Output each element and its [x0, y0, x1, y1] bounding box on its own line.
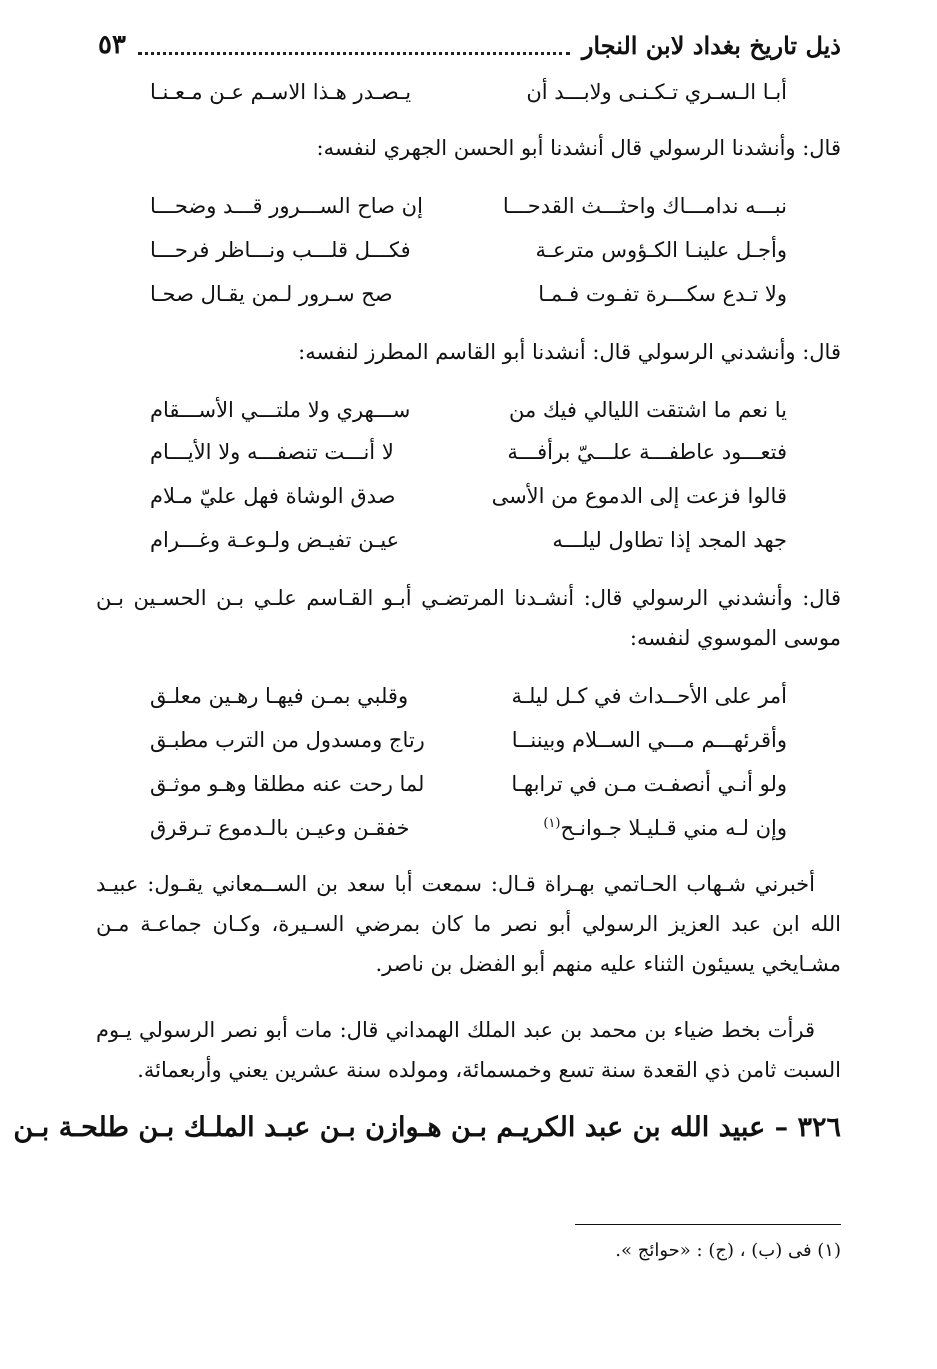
verse-second-hemistich: رتاج ومسدول من الترب مطبـق — [150, 728, 425, 752]
verse-second-hemistich: فكـــل قلـــب ونـــاظر فرحـــا — [150, 238, 411, 262]
verse-line — [150, 274, 787, 314]
verse-second-hemistich: صح سـرور لـمن يقـال صحـا — [150, 282, 393, 306]
verse-first-hemistich: جهد المجد إذا تطاول ليلـــه — [552, 528, 787, 552]
verse-second-hemistich: خفقـن وعيـن بالـدموع تـرقرق — [150, 816, 410, 840]
verse-second-hemistich: إن صاح الســـرور قـــد وضحـــا — [150, 194, 423, 218]
verse-line — [150, 476, 787, 516]
verse-second-hemistich: عيـن تفيـض ولـوعـة وغـــرام — [150, 528, 400, 552]
verse-line — [150, 390, 787, 430]
verse-second-hemistich: ســـهري ولا ملتـــي الأســـقام — [150, 398, 411, 422]
section-intro: قال: وأنشدنا الرسولي قال أنشدنا أبو الحسن الجهري لنفسه: — [316, 136, 841, 160]
verse-first-hemistich — [543, 816, 787, 840]
verse-second-hemistich: يـصـدر هـذا الاسـم عـن مـعـنـا — [150, 80, 412, 104]
verse-first-hemistich: ولو أنـي أنصفـت مـن في ترابهـا — [511, 772, 787, 796]
entry-heading: ٣٢٦ – عبيد الله بن عبد الكريـم بـن هـوازن بـن عبـد الملـك بـن طلحـة بـن — [13, 1112, 841, 1143]
verse-first-hemistich: أبـا الـسـري تـكـنـى ولابـــد أن — [526, 80, 787, 104]
footnote-marker[interactable]: (١) — [543, 816, 561, 831]
verse-first-hemistich: أمر على الأحــداث في كـل ليلـة — [511, 684, 787, 708]
verse-line — [150, 808, 787, 848]
narration-paragraph: قرأت بخط ضياء بن محمد بن عبد الملك الهمداني قال: مات أبو نصر الرسولي يـوم السبت ثامن ذي القعدة سنة تسع وخمسمائة، ومولده سنة عشرين يعني وأربعمائة. — [96, 1018, 841, 1082]
footnote: (١) فى (ب) ، (ج) : «حوائج ». — [615, 1240, 841, 1261]
verse-line — [150, 720, 787, 760]
verse-line — [150, 520, 787, 560]
verse-line — [150, 432, 787, 472]
verse-first-hemistich: فتعـــود عاطفـــة علـــيّ برأفـــة — [507, 440, 787, 464]
verse-second-hemistich: لما رحت عنه مطلقا وهـو موثـق — [150, 772, 425, 796]
verse-first-hemistich: وأجـل علينـا الكـؤوس مترعـة — [535, 238, 787, 262]
verse-first-hemistich: نبـــه ندامـــاك واحثـــث القدحـــا — [502, 194, 787, 218]
running-header — [98, 24, 841, 66]
section-intro: قال: وأنشدني الرسولي قال: أنشدنا أبو القاسم المطرز لنفسه: — [298, 340, 841, 364]
verse-second-hemistich: صدق الوشاة فهل عليّ مـلام — [150, 484, 396, 508]
section-intro: قال: وأنشدني الرسولي قال: أنشـدنا المرتضـي أبـو القـاسم علـي بـن الحسـين بـن موسى الموسوي لنفسه: — [96, 586, 841, 650]
verse-second-hemistich: لا أنـــت تنصفـــه ولا الأيـــام — [150, 440, 394, 464]
verse-first-hemistich: قالوا فزعت إلى الدموع من الأسى — [491, 484, 787, 508]
verse-first-hemistich: ولا تـدع سكـــرة تفـوت فـمـا — [538, 282, 787, 306]
verse-second-hemistich: وقلبي بمـن فيهـا رهـين معلـق — [150, 684, 409, 708]
verse-line — [150, 764, 787, 804]
header-title: ذيل تاريخ بغداد لابن النجار — [581, 30, 841, 60]
verse-line — [150, 186, 787, 226]
verse-text: وإن لـه مني قـليـلا جـوانـح — [560, 816, 787, 840]
verse-first-hemistich: وأقرئهـــم مـــي الســلام وبيننــا — [511, 728, 787, 752]
verse-line — [150, 676, 787, 716]
footnote-divider — [575, 1224, 841, 1225]
page-number: ٥٣ — [98, 30, 126, 60]
header-dotted-leader — [138, 46, 570, 55]
verse-line — [150, 72, 787, 112]
verse-first-hemistich: يا نعم ما اشتقت الليالي فيك من — [508, 398, 787, 422]
narration-paragraph: أخبرني شـهاب الحـاتمي بهـراة قـال: سمعت أبا سعد بن الســمعاني يقـول: عبيـد الله ابن عبد العزيز الرسولي أبو نصر ما كان بمرضي السـيرة، وكـان جماعـة مـن مشـايخي يسيئون الثناء عليه منهم أبو الفضل بن ناصر. — [96, 872, 841, 976]
verse-line — [150, 230, 787, 270]
